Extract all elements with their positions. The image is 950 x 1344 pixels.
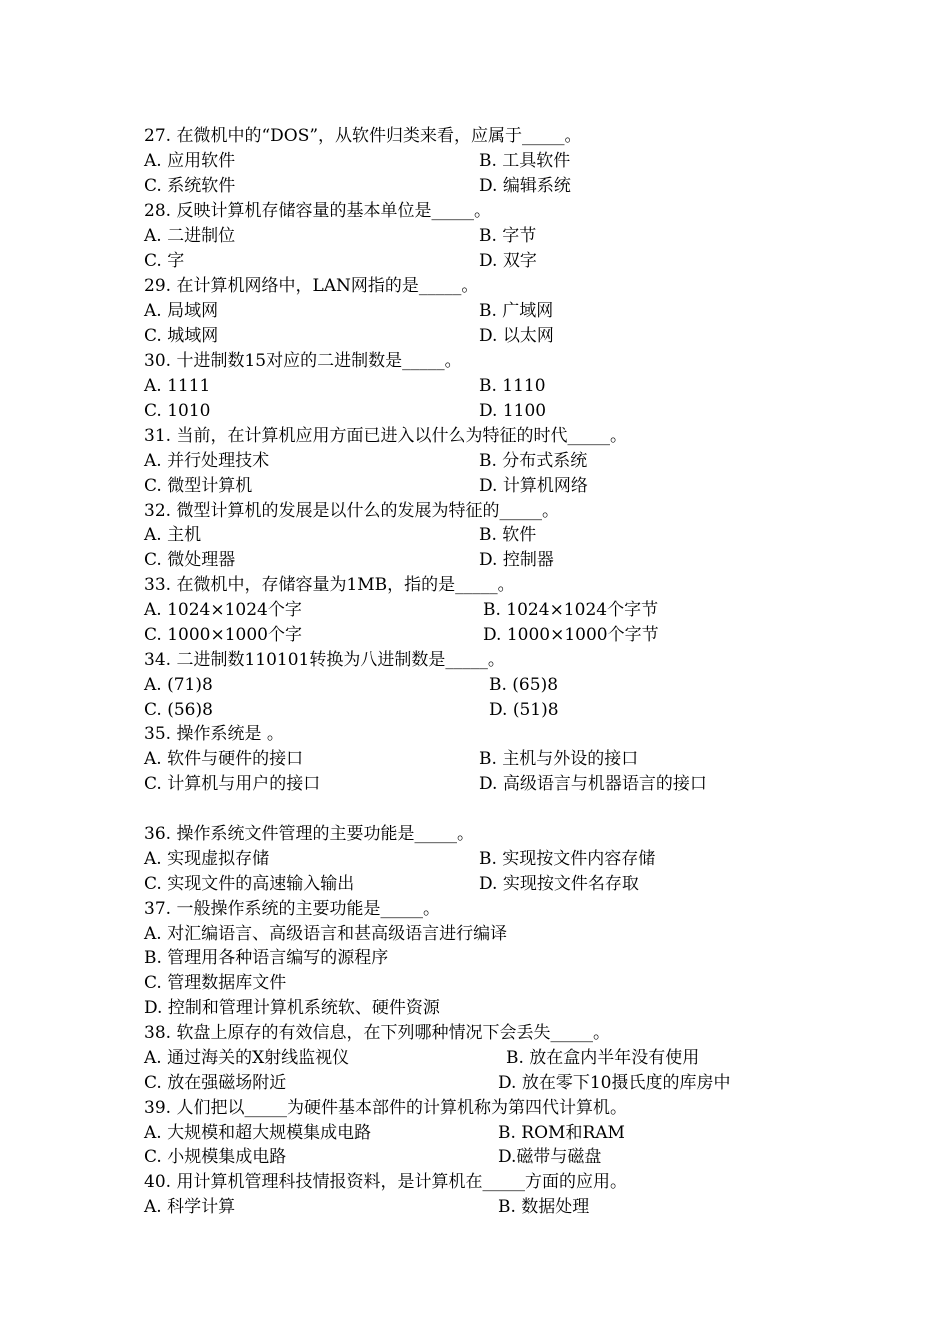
- option-a: A. 应用软件: [144, 151, 236, 171]
- question-37: 37. 一般操作系统的主要功能是_____。: [144, 899, 440, 919]
- question-33: 33. 在微机中，存储容量为1MB，指的是_____。: [144, 575, 515, 595]
- option-d: D. 放在零下10摄氏度的库房中: [498, 1073, 731, 1093]
- option-c: C. 放在强磁场附近: [144, 1073, 287, 1093]
- option-a: A. 大规模和超大规模集成电路: [144, 1123, 372, 1143]
- option-b: B. 放在盒内半年没有使用: [506, 1048, 700, 1068]
- question-32: 32. 微型计算机的发展是以什么的发展为特征的_____。: [144, 501, 559, 521]
- question-38: 38. 软盘上原存的有效信息，在下列哪种情况下会丢失_____。: [144, 1023, 610, 1043]
- option-a: A. 科学计算: [144, 1197, 236, 1217]
- option-c: C. 微处理器: [144, 550, 236, 570]
- option-b: B. 管理用各种语言编写的源程序: [144, 948, 389, 968]
- option-b: B. 1110: [479, 376, 546, 396]
- option-c: C. 1010: [144, 401, 211, 421]
- option-d: D. 控制和管理计算机系统软、硬件资源: [144, 998, 440, 1018]
- option-c: C. 计算机与用户的接口: [144, 774, 321, 794]
- option-a: A. 1024×1024个字: [144, 600, 302, 620]
- option-d: D. (51)8: [489, 700, 559, 720]
- option-a: A. 实现虚拟存储: [144, 849, 270, 869]
- option-d: D. 编辑系统: [479, 176, 571, 196]
- option-c: C. 微型计算机: [144, 476, 253, 496]
- option-a: A. 二进制位: [144, 226, 236, 246]
- option-b: B. 主机与外设的接口: [479, 749, 639, 769]
- option-c: C. 系统软件: [144, 176, 236, 196]
- option-a: A. 通过海关的X射线监视仪: [144, 1048, 350, 1068]
- option-c: C. 小规模集成电路: [144, 1147, 287, 1167]
- question-34: 34. 二进制数110101转换为八进制数是_____。: [144, 650, 505, 670]
- option-b: B. 字节: [479, 226, 537, 246]
- option-d: D.磁带与磁盘: [498, 1147, 602, 1167]
- option-d: D. 实现按文件名存取: [479, 874, 639, 894]
- option-a: A. 并行处理技术: [144, 451, 270, 471]
- question-27: 27. 在微机中的“DOS”，从软件归类来看，应属于_____。: [144, 126, 582, 146]
- option-b: B. 软件: [479, 525, 537, 545]
- option-d: D. 高级语言与机器语言的接口: [479, 774, 707, 794]
- question-39: 39. 人们把以_____为硬件基本部件的计算机称为第四代计算机。: [144, 1098, 627, 1118]
- question-29: 29. 在计算机网络中，LAN网指的是_____。: [144, 276, 479, 296]
- option-c: C. 1000×1000个字: [144, 625, 302, 645]
- option-b: B. 实现按文件内容存储: [479, 849, 656, 869]
- option-c: C. 城域网: [144, 326, 219, 346]
- option-c: C. (56)8: [144, 700, 213, 720]
- question-31: 31. 当前，在计算机应用方面已进入以什么为特征的时代_____。: [144, 426, 627, 446]
- option-b: B. 工具软件: [479, 151, 571, 171]
- option-a: A. 对汇编语言、高级语言和甚高级语言进行编译: [144, 924, 508, 944]
- question-28: 28. 反映计算机存储容量的基本单位是_____。: [144, 201, 491, 221]
- option-d: D. 1100: [479, 401, 547, 421]
- option-d: D. 计算机网络: [479, 476, 588, 496]
- option-a: A. 软件与硬件的接口: [144, 749, 304, 769]
- option-b: B. (65)8: [489, 675, 559, 695]
- option-b: B. 广域网: [479, 301, 554, 321]
- question-36: 36. 操作系统文件管理的主要功能是_____。: [144, 824, 474, 844]
- option-a: A. (71)8: [144, 675, 213, 695]
- option-c: C. 字: [144, 251, 185, 271]
- option-b: B. 1024×1024个字节: [483, 600, 659, 620]
- option-c: C. 实现文件的高速输入输出: [144, 874, 355, 894]
- option-d: D. 1000×1000个字节: [483, 625, 659, 645]
- option-c: C. 管理数据库文件: [144, 973, 287, 993]
- question-30: 30. 十进制数15对应的二进制数是_____。: [144, 351, 462, 371]
- option-b: B. 数据处理: [498, 1197, 590, 1217]
- option-b: B. ROM和RAM: [498, 1123, 625, 1143]
- option-a: A. 主机: [144, 525, 202, 545]
- question-40: 40. 用计算机管理科技情报资料，是计算机在_____方面的应用。: [144, 1172, 627, 1192]
- option-d: D. 控制器: [479, 550, 554, 570]
- option-a: A. 1111: [144, 376, 211, 396]
- question-35: 35. 操作系统是 。: [144, 724, 284, 744]
- option-b: B. 分布式系统: [479, 451, 588, 471]
- option-a: A. 局域网: [144, 301, 219, 321]
- option-d: D. 双字: [479, 251, 537, 271]
- option-d: D. 以太网: [479, 326, 554, 346]
